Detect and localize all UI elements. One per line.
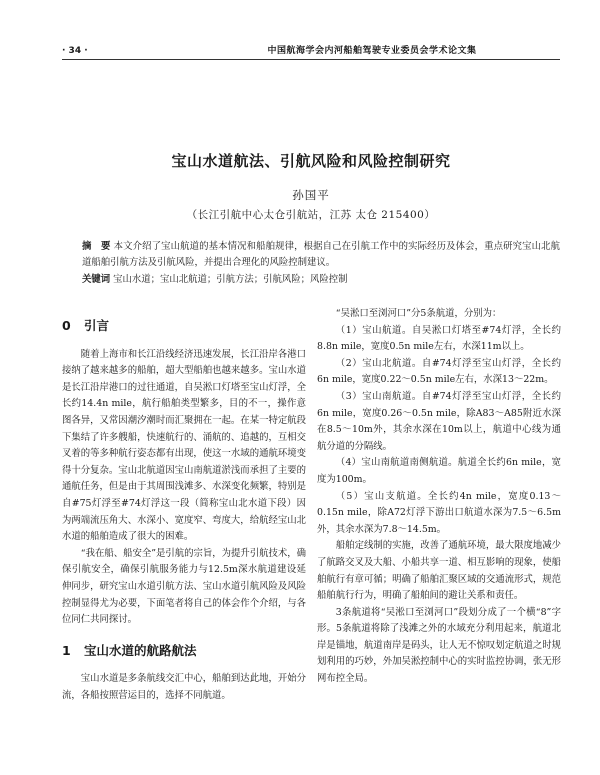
paragraph: 宝山水道是多条航线交汇中心，船舶到达此地，开始分流，各船按照营运目的，选择不同航道。 bbox=[62, 673, 306, 701]
list-item: （2）宝山北航道。自#74灯浮至宝山灯浮，全长约6n mile，宽度0.22～0.5n mile左右，水深13～22m。 bbox=[317, 357, 561, 386]
list-item: （4）宝山南航道南侧航道。航道全长约6n mile，宽度为100m。 bbox=[317, 457, 561, 485]
keywords bbox=[82, 273, 560, 287]
paragraph: “吴淞口至浏河口”分5条航道，分别为： bbox=[335, 308, 502, 319]
list-item: （3）宝山南航道。自#74灯浮至宝山灯浮，全长约6n mile，宽度0.26～0.5n mile，除A83～A85附近水深在8.5～10m外，其余水深在10m以上，航道中心线为通航分道的分隔线。 bbox=[317, 390, 561, 452]
list-item: （5）宝山支航道。全长约4n mile，宽度0.13～0.15n mile，除A72灯浮下游出口航道水深为7.5～6.5m外，其余水深为7.8～14.5m。 bbox=[317, 490, 561, 535]
keywords-label: 关键词 bbox=[82, 274, 111, 285]
author: 孙国平 bbox=[292, 188, 330, 202]
left-column bbox=[62, 304, 306, 704]
paragraph: 随着上海市和长江沿线经济迅速发展，长江沿岸各港口接纳了越来越多的船舶，超大型船舶也越来越多。宝山水道是长江沿岸港口的过往通道，自吴淞口灯塔至宝山灯浮，全长约14.4n mile，航行船舶类型繁多，目的不一，操作意图各异，又常因潮汐潮时而汇聚拥在一起。在某一特定航段下集结了许多艘船，快速航行的、涌航的、追越的，互相交叉着的等多种航行姿态都有出现，使这一水域的通航环境变得十分复杂。宝山北航道因宝山南航道淤浅而承担了主要的通航任务，但是由于其周围浅滩多、水深变化频繁，特别是自#75灯浮至#74灯浮这一段（简称宝山北水道下段）因为两端流压角大、水深小、宽度窄、弯度大，给航经宝山北水道的船舶造成了很大的困难。 bbox=[62, 348, 306, 543]
right-column bbox=[317, 306, 561, 688]
page-number: · 34 · bbox=[62, 46, 88, 56]
list-item: （1）宝山航道。自吴淞口灯塔至#74灯浮，全长约8.8n mile，宽度0.5n mile左右，水深11m以上。 bbox=[317, 324, 561, 353]
paragraph: 船舶定线制的实施，改善了通航环境，最大限度地减少了航路交叉及大船、小船共享一道、相互影响的现象，使船舶航行有章可循；明确了船舶汇聚区域的交通流形式，规范船舶航行行为，明确了船舶间的避让关系和责任。 bbox=[317, 540, 561, 602]
affiliation: （长江引航中心太仓引航站，江苏 太仓 215400） bbox=[186, 209, 436, 221]
running-header bbox=[62, 44, 560, 60]
section-number: 1 bbox=[62, 642, 71, 658]
abstract bbox=[82, 239, 560, 270]
keywords-text: 宝山水道；宝山北航道；引航方法；引航风险；风险控制 bbox=[113, 274, 348, 285]
abstract-text: 本文介绍了宝山航道的基本情况和船舶规律，根据自己在引航工作中的实际经历及体会，重点研究宝山北航道船舶引航方法及引航风险，并提出合理化的风险控制建议。 bbox=[82, 241, 560, 268]
section-title: 宝山水道的航路航法 bbox=[84, 642, 197, 658]
paper-title: 宝山水道航法、引航风险和风险控制研究 bbox=[171, 152, 451, 170]
section-heading-navigation bbox=[62, 643, 306, 660]
paragraph: 3条航道将“吴淞口至浏河口”段划分成了一个横“8”字形。5条航道将除了浅滩之外的水域充分利用起来，航道北岸是锚地，航道南岸是码头，让人无不惊叹划定航道之时规划利用的巧妙，外加吴淞控制中心的实时监控协调，张无形网布控全局。 bbox=[317, 606, 561, 685]
section-title: 引言 bbox=[84, 318, 110, 333]
journal-title: 中国航海学会内河船舶驾驶专业委员会学术论文集 bbox=[267, 46, 477, 56]
section-number: 0 bbox=[62, 318, 71, 333]
paragraph: “我在船、船安全”是引航的宗旨，为提升引航技术，确保引航安全，确保引航服务能力与12.5m深水航道建设延伸同步，研究宝山水道引航方法、宝山水道引航风险及风险控制显得尤为必要，下面笔者将自己的体会作个介绍，与各位同仁共同探讨。 bbox=[62, 547, 307, 626]
section-heading-introduction bbox=[62, 318, 306, 335]
abstract-label: 摘 要 bbox=[82, 241, 111, 252]
